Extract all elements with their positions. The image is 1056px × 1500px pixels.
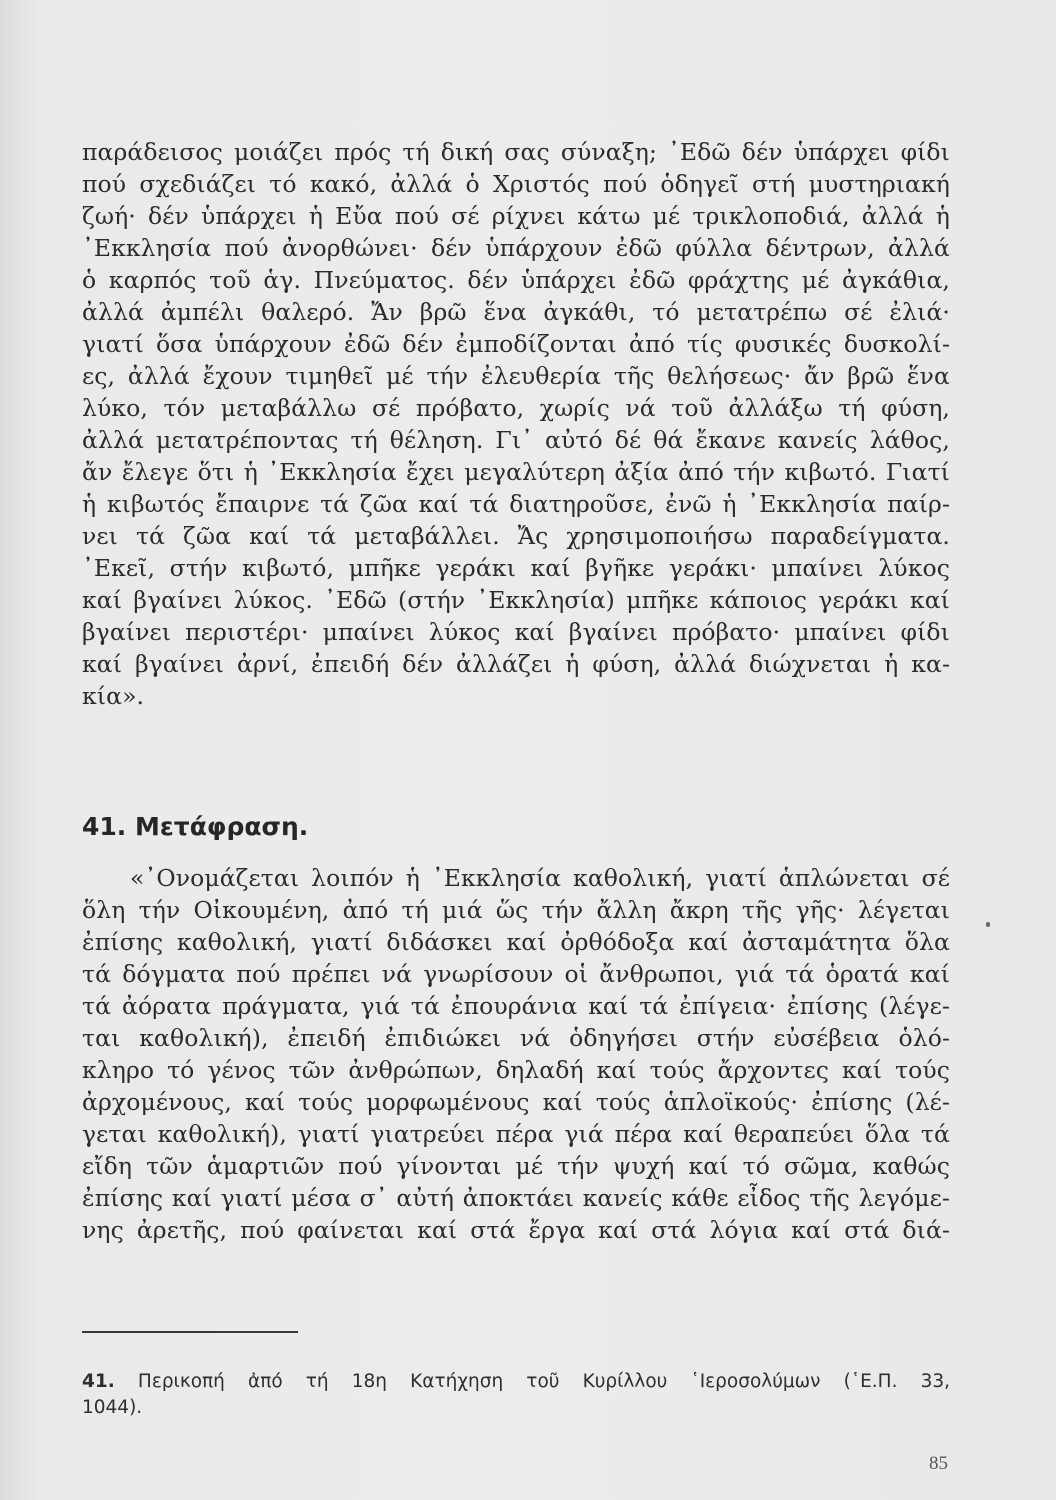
text-line: ἐπίσης καθολική, γιατί διδάσκει καί ὀρθόδοξα καί ἀσταμάτητα ὅλα (82, 928, 950, 956)
text-line: ἀλλά ἀμπέλι θαλερό. Ἄν βρῶ ἕνα ἀγκάθι, τό μετατρέπω σέ ἐλιά· (82, 298, 950, 326)
footnote-line (82, 1370, 950, 1394)
text-line: παράδεισος μοιάζει πρός τή δική σας σύναξη; ᾿Εδῶ δέν ὑπάρχει φίδι (82, 138, 950, 166)
text-line: γεται καθολική), γιατί γιατρεύει πέρα γιά πέρα καί θεραπεύει ὅλα τά (82, 1120, 950, 1148)
text-line: ται καθολική), ἐπειδή ἐπιδιώκει νά ὁδηγήσει στήν εὐσέβεια ὁλό- (82, 1024, 950, 1052)
footnote-line: 1044). (82, 1397, 143, 1418)
text-line: ζωή· δέν ὑπάρχει ἡ Εὔα πού σέ ρίχνει κάτω μέ τρικλοποδιά, ἀλλά ἡ (82, 202, 950, 230)
footnote-rule (82, 1331, 298, 1333)
text-line: ἡ κιβωτός ἔπαιρνε τά ζῶα καί τά διατηροῦσε, ἐνῶ ἡ ᾿Εκκλησία παίρ- (82, 490, 950, 518)
text-line: ᾿Εκκλησία πού ἀνορθώνει· δέν ὑπάρχουν ἐδῶ φύλλα δέντρων, ἀλλά (82, 234, 950, 262)
text-line: ἀλλά μετατρέποντας τή θέληση. Γι᾿ αὐτό δέ θά ἔκανε κανείς λάθος, (82, 426, 950, 454)
text-line: ἐπίσης καί γιατί μέσα σ᾿ αὐτή ἀποκτάει κανείς κάθε εἶδος τῆς λεγόμε- (82, 1184, 950, 1212)
text-line: ᾿Εκεῖ, στήν κιβωτό, μπῆκε γεράκι καί βγῆκε γεράκι· μπαίνει λύκος (82, 554, 950, 582)
text-line: ἄν ἔλεγε ὅτι ἡ ᾿Εκκλησία ἔχει μεγαλύτερη ἀξία ἀπό τήν κιβωτό. Γιατί (82, 458, 950, 486)
text-line: ὁ καρπός τοῦ ἁγ. Πνεύματος. δέν ὑπάρχει ἐδῶ φράχτης μέ ἀγκάθια, (82, 266, 950, 294)
footnote-number: 41. (82, 1371, 115, 1392)
text-line: βγαίνει περιστέρι· μπαίνει λύκος καί βγαίνει πρόβατο· μπαίνει φίδι (82, 618, 950, 646)
text-line: καί βγαίνει λύκος. ᾿Εδῶ (στήν ᾿Εκκλησία) μπῆκε κάποιος γεράκι καί (82, 586, 950, 614)
text-line: πού σχεδιάζει τό κακό, ἀλλά ὁ Χριστός πού ὁδηγεῖ στή μυστηριακή (82, 170, 950, 198)
section-heading: 41. Μετάφραση. (82, 812, 309, 841)
text-line: ὅλη τήν Οἰκουμένη, ἀπό τή μιά ὥς τήν ἄλλη ἄκρη τῆς γῆς· λέγεται (82, 896, 950, 924)
text-line: «᾿Ονομάζεται λοιπόν ἡ ᾿Εκκλησία καθολική, γιατί ἁπλώνεται σέ (130, 864, 950, 892)
text-line: κληρο τό γένος τῶν ἀνθρώπων, δηλαδή καί τούς ἄρχοντες καί τούς (82, 1056, 950, 1084)
text-line: λύκο, τόν μεταβάλλω σέ πρόβατο, χωρίς νά τοῦ ἀλλάξω τή φύση, (82, 394, 950, 422)
text-line: εἴδη τῶν ἁμαρτιῶν πού γίνονται μέ τήν ψυχή καί τό σῶμα, καθώς (82, 1152, 950, 1180)
footnote-text: Περικοπή ἀπό τή 18η Κατήχηση τοῦ Κυρίλλου ῾Ιεροσολύμων (῾Ε.Π. 33, (137, 1371, 950, 1392)
text-line: ἀρχομένους, καί τούς μορφωμένους καί τούς ἁπλοϊκούς· ἐπίσης (λέ- (82, 1088, 950, 1116)
ink-speck (986, 922, 990, 927)
text-line: ες, ἀλλά ἔχουν τιμηθεῖ μέ τήν ἐλευθερία τῆς θελήσεως· ἄν βρῶ ἕνα (82, 362, 950, 390)
text-line: τά δόγματα πού πρέπει νά γνωρίσουν οἱ ἄνθρωποι, γιά τά ὁρατά καί (82, 960, 950, 988)
text-line: τά ἀόρατα πράγματα, γιά τά ἐπουράνια καί τά ἐπίγεια· ἐπίσης (λέγε- (82, 992, 950, 1020)
text-line: κία». (82, 682, 145, 710)
page-number: 85 (929, 1453, 948, 1474)
text-line: νει τά ζῶα καί τά μεταβάλλει. Ἄς χρησιμοποιήσω παραδείγματα. (82, 522, 950, 550)
text-line: καί βγαίνει ἀρνί, ἐπειδή δέν ἀλλάζει ἡ φύση, ἀλλά διώχνεται ἡ κα- (82, 650, 950, 678)
text-line: νης ἀρετῆς, πού φαίνεται καί στά ἔργα καί στά λόγια καί στά διά- (82, 1216, 950, 1244)
text-line: γιατί ὅσα ὑπάρχουν ἐδῶ δέν ἐμποδίζονται ἀπό τίς φυσικές δυσκολί- (82, 330, 950, 358)
